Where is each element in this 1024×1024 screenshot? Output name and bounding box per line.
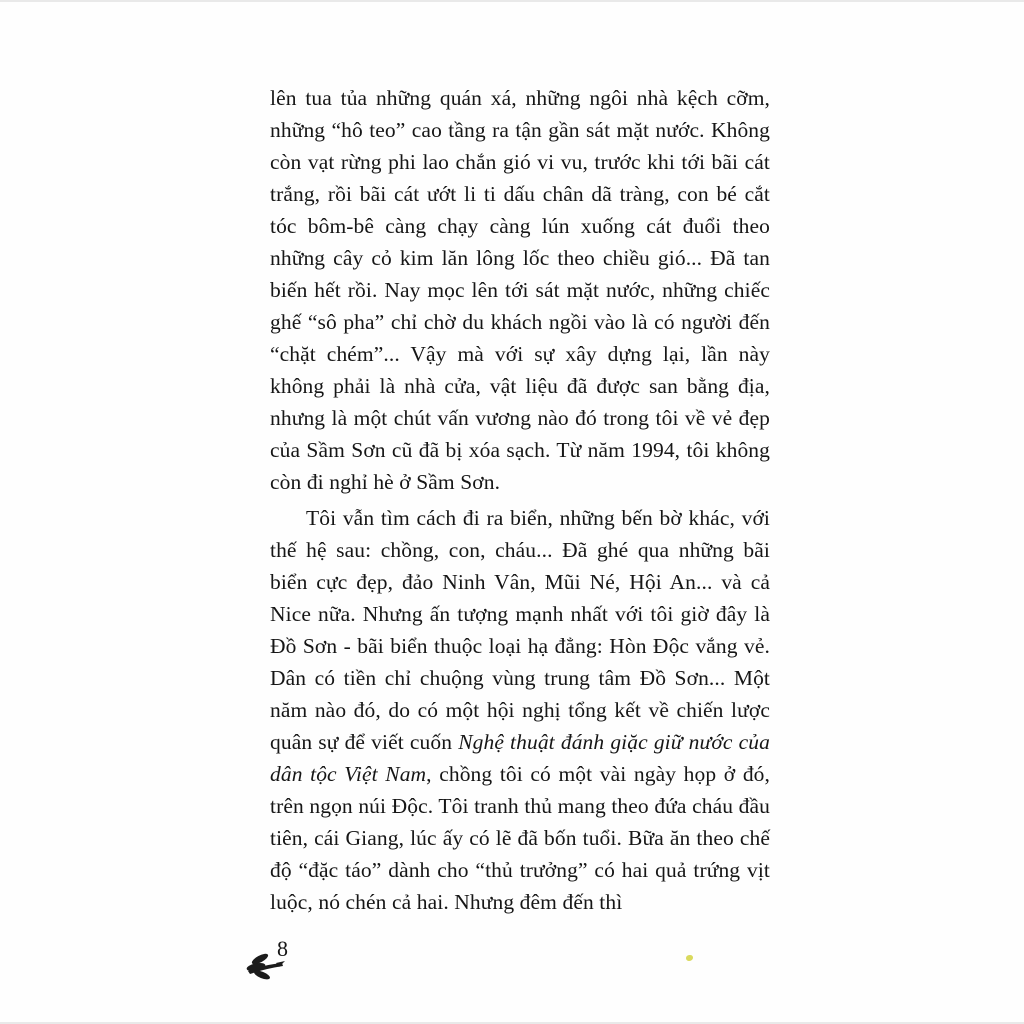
text-block (270, 82, 770, 918)
paragraph-2-text: Tôi vẫn tìm cách đi ra biển, những bến bờ khác, với thế hệ sau: chồng, con, cháu... Đã ghé qua những bãi biển cực đẹp, đảo Ninh Vân, Mũi Né, Hội An... và cả Nice nữa. Nhưng ấn tượng mạnh nhất với tôi giờ đây là Đồ Sơn - bãi biển thuộc loại hạ đẳng: Hòn Độc vắng vẻ. Dân có tiền chỉ chuộng vùng trung tâm Đồ Sơn... Một năm nào đó, do có một hội nghị tổng kết về chiến lược quân sự để viết cuốn (270, 506, 770, 754)
paragraph-2 (270, 502, 770, 918)
book-title-italic: Nghệ thuật đánh giặc giữ nước của dân tộc Việt Nam (270, 730, 770, 786)
paragraph-2-text-continued: , chồng tôi có một vài ngày họp ở đó, trên ngọn núi Độc. Tôi tranh thủ mang theo đứa cháu đầu tiên, cái Giang, lúc ấy có lẽ đã bốn tuổi. Bữa ăn theo chế độ “đặc táo” dành cho “thủ trưởng” có hai quả trứng vịt luộc, nó chén cả hai. Nhưng đêm đến thì (270, 762, 770, 914)
page-top-edge (0, 0, 1024, 2)
paragraph-1: lên tua tủa những quán xá, những ngôi nhà kệch cỡm, những “hô teo” cao tầng ra tận gần sát mặt nước. Không còn vạt rừng phi lao chắn gió vi vu, trước khi tới bãi cát trắng, rồi bãi cát ướt li ti dấu chân dã tràng, con bé cắt tóc bôm-bê càng chạy càng lún xuống cát đuổi theo những cây cỏ kim lăn lông lốc theo chiều gió... Đã tan biến hết rồi. Nay mọc lên tới sát mặt nước, những chiếc ghế “sô pha” chỉ chờ du khách ngồi vào là có người đến “chặt chém”... Vậy mà với sự xây dựng lại, lần này không phải là nhà cửa, vật liệu đã được san bằng địa, nhưng là một chút vấn vương nào đó trong tôi về vẻ đẹp của Sầm Sơn cũ đã bị xóa sạch. Từ năm 1994, tôi không còn đi nghỉ hè ở Sầm Sơn. (270, 86, 770, 494)
page-footer (246, 936, 316, 991)
scan-speck (686, 955, 693, 961)
page-number: 8 (277, 936, 288, 961)
